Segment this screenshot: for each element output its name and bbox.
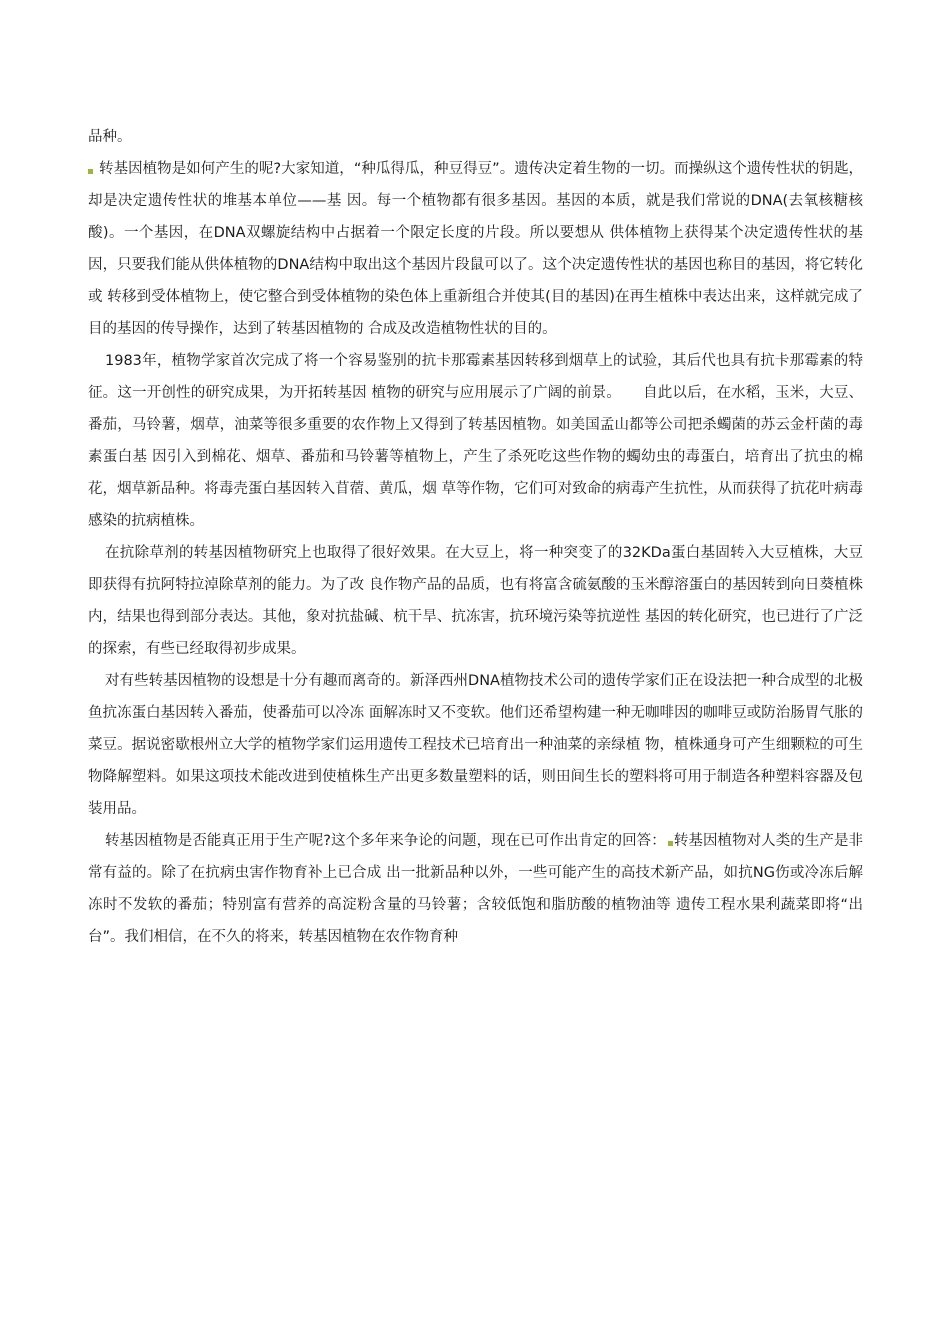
paragraph-text: 转基因植物对人类的生产是非常有益的。除了在抗病虫害作物育补上已合成 出一批新品种以外，一些可能产生的高技术新产品，如抗NG伤或冷冻后解冻时不发软的番茄；特别富有营养的高淀粉含量的马铃薯；含较低饱和脂肪酸的植物油等 遗传工程水果利蔬菜即将“出台”。我们相信，在不久的将来，转基因植物在农作物育种 xyxy=(88,833,863,945)
paragraph-text: 转基因植物是如何产生的呢?大家知道，“种瓜得瓜，种豆得豆”。遗传决定着生物的一切。而操纵这个遗传性状的钥匙，却是决定遗传性状的堆基本单位——基 因。每一个植物都有很多基因。基因的本质，就是我们常说的DNA(去氧核糖核酸)。一个基因，在DNA双螺旋结构中占据着一个限定长度的片段。所以要想从 供体植物上获得某个决定遗传性状的基因，只要我们能从供体植物的DNA结构中取出这个基因片段鼠可以了。这个决定遗传性状的基因也称目的基因，将它转化或 转移到受体植物上，使它整合到受体植物的染色体上重新组合并使其(目的基因)在再生植株中表达出来，这样就完成了目的基因的传导操作，达到了转基因植物的 合成及改造植物性状的目的。 xyxy=(88,161,863,337)
paragraph-text: 在抗除草剂的转基因植物研究上也取得了很好效果。在大豆上，将一种突变了的32KDa蛋白基固转入大豆植株，大豆即获得有抗阿特拉淖除草剂的能力。为了改 良作物产品的品质，也有将富含硫氨酸的玉米醇溶蛋白的基因转到向日葵植株内，结果也得到部分表达。其他，象对抗盐碱、杭干旱、抗冻害，抗环境污染等抗逆性 基因的转化研究，也已进行了广泛的探索，有些已经取得初步成果。 xyxy=(88,545,863,657)
document-body xyxy=(88,121,863,953)
paragraph-novel-ideas xyxy=(88,665,863,825)
paragraph-text: 品种。 xyxy=(88,129,132,145)
paragraph-continuation xyxy=(88,121,863,153)
paragraph-1983-history xyxy=(88,345,863,537)
paragraph-production-use xyxy=(88,825,863,953)
paragraph-herbicide-resistance xyxy=(88,537,863,665)
paragraph-transgenic-origin xyxy=(88,153,863,345)
paragraph-text: 1983年，植物学家首次完成了将一个容易鉴别的抗卡那霉素基因转移到烟草上的试验，其后代也具有抗卡那霉素的特征。这一开创性的研究成果，为开拓转基因 植物的研究与应用展示了广阔的前景。 自此以后，在水稻，玉米，大豆、番茄，马铃薯，烟草，油菜等很多重要的农作物上又得到了转基因植物。如美国孟山都等公司把杀蠋菌的苏云金杆菌的毒素蛋白基 因引入到棉花、烟草、番茄和马铃薯等植物上，产生了杀死吃这些作物的蠋幼虫的毒蛋白，培育出了抗虫的棉花，烟草新品种。将毒壳蛋白基因转入苜蓿、黄瓜，烟 草等作物，它们可对致命的病毒产生抗性，从而获得了抗花叶病毒感染的抗病植株。 xyxy=(88,353,863,529)
bullet-icon xyxy=(668,841,673,846)
bullet-icon xyxy=(88,169,93,174)
paragraph-text: 对有些转基因植物的设想是十分有趣而离奇的。新泽西州DNA植物技术公司的遗传学家们正在设法把一种合成型的北极鱼抗冻蛋白基因转入番茄，使番茄可以冷冻 面解冻时又不变软。他们还希望构建一种无咖啡因的咖啡豆或防治肠胃气胀的菜豆。据说密歇根州立大学的植物学家们运用遗传工程技术已培育出一种油菜的亲绿植 物，植株通身可产生细颗粒的可生物降解塑料。如果这项技术能改进到使植株生产出更多数量塑料的话，则田间生长的塑料将可用于制造各种塑料容器及包装用品。 xyxy=(88,673,863,817)
paragraph-text: 转基因植物是否能真正用于生产呢?这个多年来争论的问题，现在已可作出肯定的回答： xyxy=(105,833,666,849)
